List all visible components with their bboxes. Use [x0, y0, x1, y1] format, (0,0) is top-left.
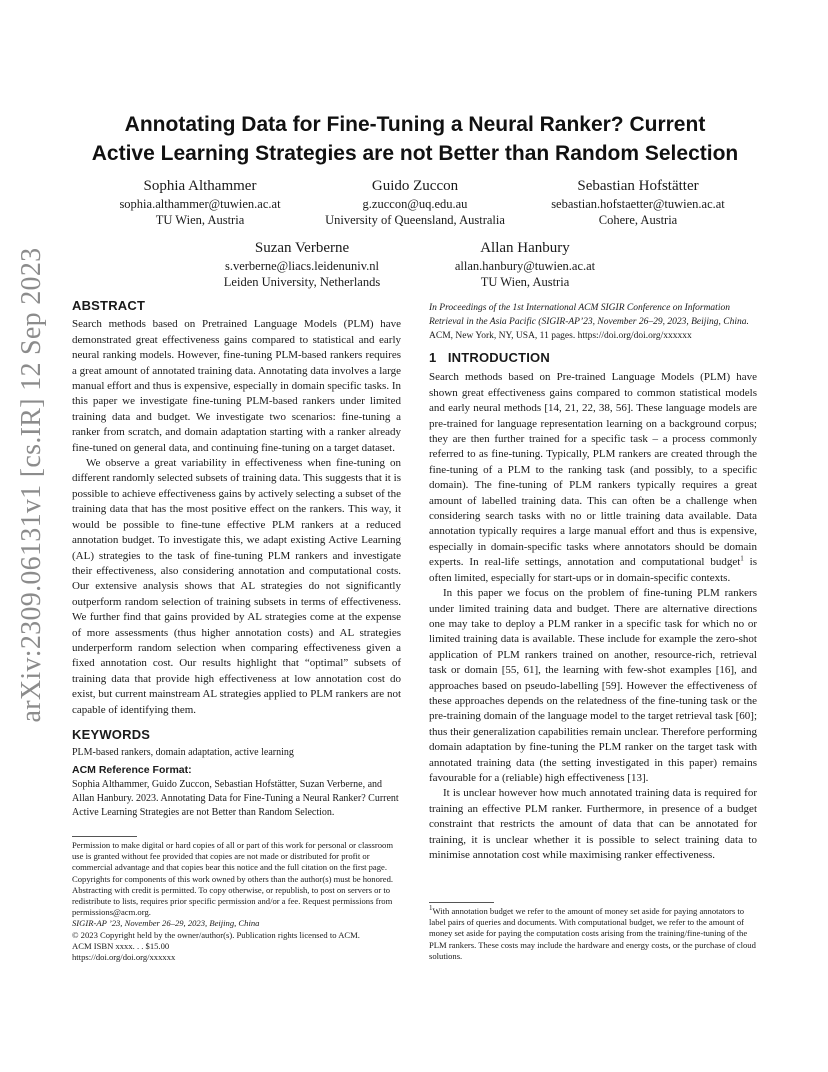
footnote-rule: [429, 902, 494, 903]
author-block: Allan Hanbury allan.hanbury@tuwien.ac.at TU Wien, Austria: [454, 240, 596, 289]
author-block: Sebastian Hofstätter sebastian.hofstaetter@tuwien.ac.at Cohere, Austria: [551, 178, 725, 227]
paper-title: Annotating Data for Fine-Tuning a Neural Ranker? Current Active Learning Strategies are not Better than Random Selection: [91, 113, 739, 165]
author-block: Sophia Althammer sophia.althammer@tuwien.ac.at TU Wien, Austria: [119, 178, 281, 227]
intro-paragraph: It is unclear however how much annotated training data is required for training an effective PLM ranker. Furthermore, in presence of a budget constraint that restricts the amount of data that can be annotated for training, it is unclear whether it is possible to select training data to minimise annotation cost while maximising ranker effectiveness.: [429, 787, 757, 861]
footnote-marker: 1: [740, 554, 744, 563]
intro-paragraph: Search methods based on Pre-trained Language Models (PLM) have shown great effectiveness gains compared to common statistical models and early neural methods [14, 21, 22, 38, 56]. These language models are pre-trained for language representation learning on a background corpus; they are then further trained for a specific task – a process commonly referred to as fine-tuning. Typically, PLM rankers are created through the fine-tuning of a PLM to the ranking task (and possibly, to a specific domain). The fine-tuning of PLM rankers typically requires a great amount of labelled training data. This can often be a challenge when considering search tasks with no or little training data available. Data annotation typically requires a large manual effort and thus is expensive, especially in domain-specific tasks where annotators should be domain experts. In real-life settings, annotation and computational budget$^1$ is often limited, especially for start-ups or in domain-specific contexts.: [429, 371, 757, 584]
abstract-section: [72, 298, 401, 820]
introduction-section: [429, 350, 757, 863]
footnote: $^1$With annotation budget we refer to the amount of money set aside for paying annotators to label pairs of queries and documents. With computational budget, we refer to the amount of money set aside for paying the computation costs arising from the training/fine-tuning of the PLM rankers. These costs may include the hardware and energy costs, or the purchase of cloud solutions.: [429, 904, 756, 961]
abstract-paragraph: Search methods based on Pretrained Language Models (PLM) have demonstrated great effectiveness gains compared to statistical and early neural ranking models. However, fine-tuning PLM-based rankers requires a great amount of annotated training data. Annotating data involves a large manual effort and thus is expensive, especially in domain specific tasks. In this paper we investigate fine-tuning PLM-based rankers under limited training data and budget. We investigate two scenarios: fine-tuning a ranker from scratch, and domain adaptation starting with a ranker already fine-tuned on general data, and continuing fine-tuning on a target dataset.: [72, 318, 401, 454]
acm-ref-text: Sophia Althammer, Guido Zuccon, Sebastian Hofstätter, Suzan Verberne, and Allan Hanbury. 2023. Annotating Data for Fine-Tuning a Neural Ranker? Current Active Learning Strategies are not Better than Random Selection.: [72, 779, 399, 819]
author-block: Suzan Verberne s.verberne@liacs.leidenuniv.nl Leiden University, Netherlands: [223, 240, 381, 289]
abstract-heading: ABSTRACT: [72, 298, 146, 313]
keywords-text: PLM-based rankers, domain adaptation, active learning: [72, 747, 294, 759]
proceedings-note: In Proceedings of the 1st International ACM SIGIR Conference on Information Retrieval in the Asia Pacific (SIGIR-AP’23, November 26–29, 2023, Beijing, China. ACM, New York, NY, USA, 11 pages. https://doi.org/doi.org/xxxxxx: [429, 303, 749, 341]
arxiv-stamp: arXiv:2309.06131v1 [cs.IR] 12 Sep 2023: [16, 247, 47, 723]
keywords-heading: KEYWORDS: [72, 726, 151, 742]
footnote-rule: [72, 836, 137, 837]
permission-block: Permission to make digital or hard copies of all or part of this work for personal or classroom use is granted without fee provided that copies are not made or distributed for profit or commercial advantage and that copies bear this notice and the full citation on the first page. Copyrights for components of this work owned by others than the author(s) must be honored. Abstracting with credit is permitted. To copy otherwise, or republish, to post on servers or to redistribute to lists, requires prior specific permission and/or a fee. Request permissions from permissions@acm.org. SIGIR-AP ’23, November 26–29, 2023, Beijing, China © 2023 Copyright held by the owner/author(s). Publication rights licensed to ACM. ACM ISBN xxxx. . . $15.00 https://doi.org/doi.org/xxxxxx: [72, 840, 401, 963]
introduction-heading: 1 INTRODUCTION: [429, 350, 550, 365]
abstract-paragraph: We observe a great variability in effectiveness when fine-tuning on different randomly selected subsets of training data. This suggests that it is possible to achieve effectiveness gains by actively selecting a subset of the training data that has the most positive effect on the rankers. This way, it would be possible to fine-tune effective PLM rankers at a reduced annotation budget. To investigate this, we adapt existing Active Learning (AL) strategies to the task of fine-tuning PLM rankers and investigate their effectiveness, also considering annotation and computational costs. Our extensive analysis shows that AL strategies do not significantly outperform random selection of training subsets in terms of effectiveness. We further find that gains provided by AL strategies come at the expense of more assessments (thus higher annotation costs) and AL strategies underperform random selection when comparing effectiveness given a fixed annotation cost. Our results highlight that “optimal” subsets of training data that provide high effectiveness at low annotation cost do exist, but current mainstream AL strategies applied to PLM rankers are not capable of identifying them.: [72, 457, 401, 716]
acm-ref-heading: ACM Reference Format:: [72, 763, 192, 776]
author-block: Guido Zuccon g.zuccon@uq.edu.au University of Queensland, Australia: [325, 178, 505, 227]
venue-line: SIGIR-AP ’23, November 26–29, 2023, Beijing, China: [72, 918, 260, 929]
intro-paragraph: In this paper we focus on the problem of fine-tuning PLM rankers under limited training data and budget. There are alternative directions one may take to deploy a PLM ranker in a specific task for which no or limited training data is available. These include for example the zero-shot application of PLM rankers trained on another, resource-rich, retrieval task or domain [55, 61], the learning with few-shot examples [16], and approaches based on pseudo-labelling [59]. However the effectiveness of these approaches depends on the relatedness of the fine-tuning task or the pre-training domain of the language model to the target retrieval task [60]; thus their generalization capabilities remain unclear. Therefore performing domain adaptation by fine-tuning the PLM ranker on the target task with annotated training data (the setting investigated in this paper) remains favourable for a (reliable) high effectiveness [13].: [429, 587, 757, 784]
doi-link: https://doi.org/doi.org/xxxxxx: [72, 952, 176, 963]
